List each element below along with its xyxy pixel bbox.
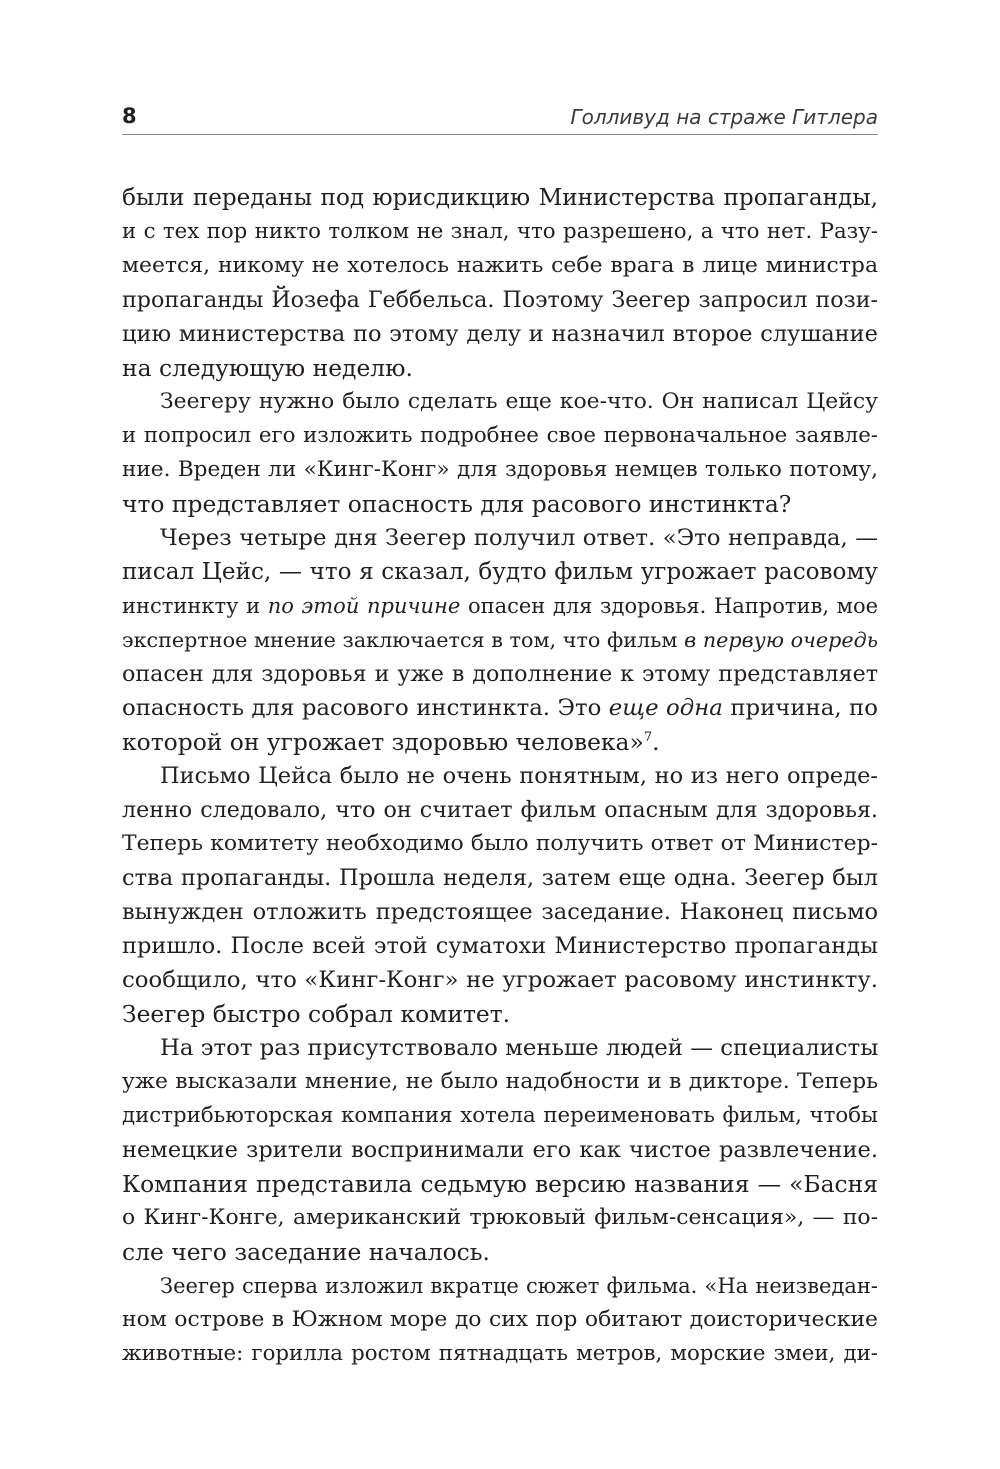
text-line: писал Цейс, — что я сказал, будто фильм угрожает расовому (122, 559, 878, 585)
text-line: ном острове в Южном море до сих пор обитают доисторические (122, 1307, 878, 1332)
emphasis: еще одна (608, 695, 723, 721)
text-line: ние. Вреден ли «Кинг-Конг» для здоровья немцев только потому, (122, 457, 878, 482)
text-line: вынужден отложить предстоящее заседание. Наконец письмо (122, 899, 878, 925)
text-line: ства пропаганды. Прошла неделя, затем еще одна. Зеегер был (122, 865, 878, 891)
text-line: Компания представила седьмую версию названия — «Басня (122, 1170, 878, 1198)
emphasis: по этой причине (267, 594, 461, 618)
text-line: сле чего заседание началось. (122, 1238, 490, 1266)
page-number: 8 (122, 104, 137, 128)
text-line: немецкие зрители воспринимали его как чистое развлечение. (122, 1137, 878, 1163)
text-line: ленно следовало, что он считает фильм опасным для здоровья. (122, 797, 878, 823)
text-line: и с тех пор никто толком не знал, что разрешено, а что нет. Разу- (122, 219, 878, 244)
text-line: меется, никому не хотелось нажить себе врага в лице министра (122, 253, 878, 278)
text-line: о Кинг-Конге, американский трюковый фильм-сенсация», — по- (122, 1205, 878, 1230)
text-line: сообщило, что «Кинг-Конг» не угрожает расовому инстинкту. (122, 967, 878, 993)
body-text (122, 181, 878, 1371)
running-title: Голливуд на страже Гитлера (570, 105, 878, 129)
text-line: что представляет опасность для расового инстинкта? (122, 490, 792, 518)
text-line: животные: горилла ростом пятнадцать метров, морские змеи, ди- (122, 1341, 878, 1366)
text-line: дистрибьюторская компания хотела переименовать фильм, чтобы (122, 1103, 878, 1128)
footnote-ref: 7 (643, 730, 653, 745)
text-line: пришло. После всей этой суматохи Министерство пропаганды (122, 933, 878, 959)
text-line: Зеегер сперва изложил вкратце сюжет фильма. «На неизведан- (160, 1274, 878, 1298)
text-line: На этот раз присутствовало меньше людей — специалисты (160, 1035, 879, 1061)
text-line: Теперь комитету необходимо было получить ответ от Министер- (122, 831, 878, 856)
text-line: Зеегеру нужно было сделать еще кое-что. Он написал Цейсу (160, 389, 878, 414)
text-line: Зеегер быстро собрал комитет. (122, 1000, 511, 1028)
text-line: которой он угрожает здоровью человека»$^7$. (122, 728, 660, 756)
emphasis: в первую очередь (684, 628, 878, 652)
running-head (122, 100, 878, 135)
text-line: экспертное мнение заключается в том, что фильм в первую очередь (122, 628, 878, 652)
text-line: Через четыре дня Зеегер получил ответ. «Это неправда, — (160, 525, 878, 551)
text-line: были переданы под юрисдикцию Министерства пропаганды, (122, 185, 878, 211)
text-line: цию министерства по этому делу и назначил второе слушание (122, 321, 878, 347)
text-line: на следующую неделю. (122, 354, 413, 382)
text-line: опасность для расового инстинкта. Это еще одна причина, по (122, 695, 878, 721)
text-line: уже высказали мнение, не было надобности и в дикторе. Теперь (122, 1069, 878, 1094)
text-line: Письмо Цейса было не очень понятным, но из него опреде- (160, 763, 878, 789)
text-line: и попросил его изложить подробнее свое первоначальное заявле- (122, 423, 878, 448)
text-line: пропаганды Йозефа Геббельса. Поэтому Зеегер запросил пози- (122, 287, 878, 313)
text-line: опасен для здоровья и уже в дополнение к этому представляет (122, 661, 878, 687)
text-line: инстинкту и по этой причине опасен для здоровья. Напротив, мое (122, 594, 879, 618)
